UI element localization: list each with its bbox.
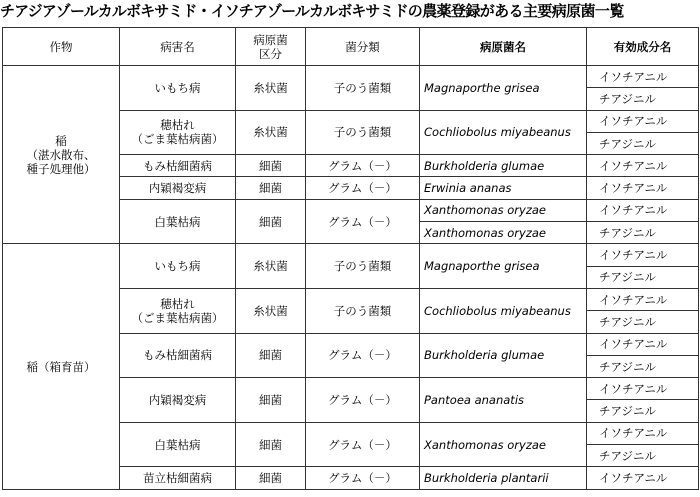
header-pathogen-class xyxy=(236,28,306,66)
disease-cell: 内穎褐変病 xyxy=(120,378,236,423)
pathogen-name-cell: Burkholderia plantarii xyxy=(420,467,587,489)
ingredient-cell: チアジニル xyxy=(587,311,699,333)
disease-cell: いもち病 xyxy=(120,244,236,289)
header-pathogen-name: 病原菌名 xyxy=(420,28,587,66)
bacteria-class-cell: グラム（－） xyxy=(306,155,420,177)
pathogen-class-cell: 細菌 xyxy=(236,177,306,199)
pathogen-name-cell: Erwinia ananas xyxy=(420,177,587,199)
table-row xyxy=(3,66,699,88)
disease-cell: いもち病 xyxy=(120,66,236,111)
ingredient-cell: イソチアニル xyxy=(587,66,699,88)
ingredient-cell: イソチアニル xyxy=(587,244,699,266)
title-compound-names: チアジアゾールカルボキサミド・イソチアゾールカルボキサミド xyxy=(0,2,408,20)
pathogen-class-cell: 糸状菌 xyxy=(236,288,306,333)
header-crop: 作物 xyxy=(3,28,120,66)
pathogen-class-cell: 細菌 xyxy=(236,422,306,467)
pathogen-class-cell: 糸状菌 xyxy=(236,110,306,155)
ingredient-cell: チアジニル xyxy=(587,222,699,244)
table-body xyxy=(3,66,699,490)
disease-cell: 内穎褐変病 xyxy=(120,177,236,199)
disease-cell: 穂枯れ （ごま葉枯病菌） xyxy=(120,288,236,333)
pathogen-name-cell: Burkholderia glumae xyxy=(420,333,587,378)
pathogen-name-cell: Magnaporthe grisea xyxy=(420,66,587,111)
bacteria-class-cell: グラム（－） xyxy=(306,467,420,489)
ingredient-cell: チアジニル xyxy=(587,266,699,288)
page-title xyxy=(0,0,700,22)
table-header-row xyxy=(3,28,699,66)
pathogen-name-cell: Cochliobolus miyabeanus xyxy=(420,110,587,155)
header-ingredient: 有効成分名 xyxy=(587,28,699,66)
ingredient-cell: イソチアニル xyxy=(587,110,699,132)
pathogen-class-cell: 細菌 xyxy=(236,467,306,489)
pathogen-name-cell: Xanthomonas oryzae xyxy=(420,422,587,467)
bacteria-class-cell: 子のう菌類 xyxy=(306,288,420,333)
pathogen-class-cell: 糸状菌 xyxy=(236,244,306,289)
header-pathogen-class-text: 病原菌区分 xyxy=(253,32,288,61)
disease-cell: 穂枯れ （ごま葉枯病菌） xyxy=(120,110,236,155)
ingredient-cell: チアジニル xyxy=(587,88,699,110)
ingredient-cell: イソチアニル xyxy=(587,177,699,199)
table-row xyxy=(3,244,699,266)
pathogen-class-cell: 細菌 xyxy=(236,378,306,423)
ingredient-cell: イソチアニル xyxy=(587,199,699,221)
pathogen-name-cell: Xanthomonas oryzae xyxy=(420,222,587,244)
title-subtitle: の農薬登録がある主要病原菌一覧 xyxy=(407,2,624,20)
pathogen-name-cell: Magnaporthe grisea xyxy=(420,244,587,289)
pathogen-name-cell: Burkholderia glumae xyxy=(420,155,587,177)
pathogen-table xyxy=(2,27,699,490)
disease-cell: 白葉枯病 xyxy=(120,422,236,467)
pathogen-name-cell: Cochliobolus miyabeanus xyxy=(420,288,587,333)
ingredient-cell: イソチアニル xyxy=(587,333,699,355)
bacteria-class-cell: 子のう菌類 xyxy=(306,110,420,155)
bacteria-class-cell: グラム（－） xyxy=(306,199,420,244)
ingredient-cell: イソチアニル xyxy=(587,378,699,400)
ingredient-cell: イソチアニル xyxy=(587,467,699,489)
crop-cell: 稲（箱育苗） xyxy=(3,244,120,489)
ingredient-cell: チアジニル xyxy=(587,355,699,377)
ingredient-cell: チアジニル xyxy=(587,445,699,467)
disease-cell: もみ枯細菌病 xyxy=(120,333,236,378)
ingredient-cell: イソチアニル xyxy=(587,422,699,444)
bacteria-class-cell: グラム（－） xyxy=(306,177,420,199)
bacteria-class-cell: グラム（－） xyxy=(306,422,420,467)
header-disease: 病害名 xyxy=(120,28,236,66)
pathogen-name-cell: Pantoea ananatis xyxy=(420,378,587,423)
pathogen-class-cell: 細菌 xyxy=(236,333,306,378)
bacteria-class-cell: グラム（－） xyxy=(306,378,420,423)
disease-cell: 白葉枯病 xyxy=(120,199,236,244)
disease-cell: 苗立枯細菌病 xyxy=(120,467,236,489)
disease-cell: もみ枯細菌病 xyxy=(120,155,236,177)
pathogen-name-cell: Xanthomonas oryzae xyxy=(420,199,587,221)
bacteria-class-cell: グラム（－） xyxy=(306,333,420,378)
bacteria-class-cell: 子のう菌類 xyxy=(306,244,420,289)
pathogen-class-cell: 糸状菌 xyxy=(236,66,306,111)
header-bacteria-class: 菌分類 xyxy=(306,28,420,66)
crop-cell: 稲 （湛水散布、 種子処理他） xyxy=(3,66,120,244)
ingredient-cell: イソチアニル xyxy=(587,288,699,310)
ingredient-cell: チアジニル xyxy=(587,400,699,422)
ingredient-cell: イソチアニル xyxy=(587,155,699,177)
pathogen-class-cell: 細菌 xyxy=(236,199,306,244)
bacteria-class-cell: 子のう菌類 xyxy=(306,66,420,111)
ingredient-cell: チアジニル xyxy=(587,132,699,154)
pathogen-class-cell: 細菌 xyxy=(236,155,306,177)
